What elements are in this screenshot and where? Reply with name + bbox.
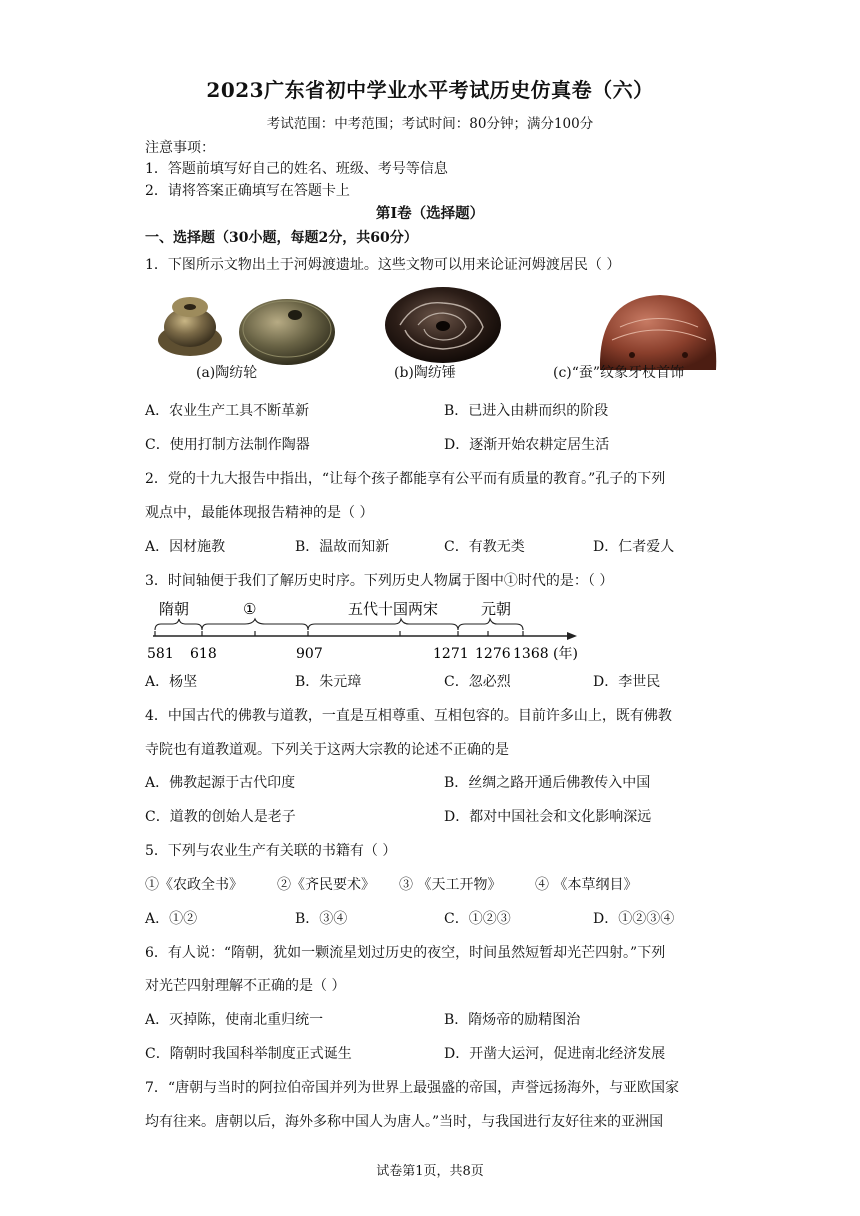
option-b: B．③④ (295, 911, 348, 927)
notes-heading: 注意事项： (145, 140, 215, 156)
book-item: ③ 《天工开物》 (399, 877, 502, 893)
timeline-year: 1276 (475, 646, 511, 662)
artifact-caption: (b)陶纺锤 (394, 365, 456, 381)
option-c: C．道教的创始人是老子 (145, 809, 296, 825)
option-a: A．灭掉陈，使南北重归统一 (145, 1012, 324, 1028)
artifact-caption: (c)“蚕”纹象牙杖首饰 (553, 365, 685, 381)
timeline-year-unit: (年) (553, 646, 578, 662)
part-title: 一、选择题（30小题，每题2分，共60分） (145, 230, 418, 246)
section-title: 第I卷（选择题） (375, 205, 485, 222)
note-item: 1．答题前填写好自己的姓名、班级、考号等信息 (145, 161, 448, 177)
option-d: D．都对中国社会和文化影响深远 (444, 809, 652, 825)
timeline-year: 1368 (513, 646, 549, 662)
question-1-stem: 1．下图所示文物出土于河姆渡遗址。这些文物可以用来论证河姆渡居民（ ） (145, 257, 621, 273)
book-item: ④ 《本草纲目》 (535, 877, 638, 893)
question-6-stem-cont: 对光芒四射理解不正确的是（ ） (145, 978, 346, 994)
option-b: B．已进入由耕而织的阶段 (444, 403, 609, 419)
page-footer: 试卷第1页，共8页 (376, 1164, 484, 1179)
option-b: B．朱元璋 (295, 674, 362, 690)
question-7-stem: 7．“唐朝与当时的阿拉伯帝国并列为世界上最强盛的帝国，声誉远扬海外，与亚欧国家 (145, 1080, 680, 1096)
timeline-year: 581 (147, 646, 174, 662)
question-4-stem: 4．中国古代的佛教与道教，一直是互相尊重、互相包容的。目前许多山上，既有佛教 (145, 708, 672, 724)
option-c: C．①②③ (444, 911, 511, 927)
question-3-stem: 3．时间轴便于我们了解历史时序。下列历史人物属于图中①时代的是：（ ） (145, 573, 614, 589)
spindle-whorl-small-image (158, 297, 222, 356)
timeline-year: 618 (190, 646, 217, 662)
option-d: D．仁者爱人 (593, 539, 675, 555)
book-item: ①《农政全书》 (145, 877, 243, 893)
question-6-stem: 6．有人说：“隋朝，犹如一颗流星划过历史的夜空，时间虽然短暂却光芒四射。”下列 (145, 945, 666, 961)
artifact-caption: (a)陶纺轮 (196, 365, 258, 381)
option-a: A．佛教起源于古代印度 (145, 775, 296, 791)
question-2-stem-cont: 观点中，最能体现报告精神的是（ ） (145, 505, 374, 521)
ivory-staff-head-image (600, 295, 716, 370)
question-2-stem: 2．党的十九大报告中指出，“让每个孩子都能享有公平而有质量的教育。”孔子的下列 (145, 471, 666, 487)
timeline-label: 隋朝 (159, 600, 190, 618)
exam-info: 考试范围：中考范围；考试时间：80分钟；满分100分 (266, 116, 594, 132)
timeline-year: 1271 (433, 646, 469, 662)
option-a: A．因材施教 (145, 539, 226, 555)
timeline-year: 907 (296, 646, 323, 662)
question-7-stem-cont: 均有往来。唐朝以后，海外多称中国人为唐人。”当时，与我国进行友好往来的亚洲国 (145, 1114, 664, 1130)
timeline-label: 五代十国两宋 (348, 600, 439, 618)
option-d: D．①②③④ (593, 911, 675, 927)
option-c: C．有教无类 (444, 539, 525, 555)
timeline-label: ① (243, 600, 257, 618)
option-a: A．杨坚 (145, 674, 198, 690)
option-d: D．李世民 (593, 674, 661, 690)
spindle-whorl-disc-image (239, 299, 335, 365)
timeline (145, 596, 585, 666)
option-b: B．丝绸之路开通后佛教传入中国 (444, 775, 651, 791)
option-d: D．开凿大运河，促进南北经济发展 (444, 1046, 666, 1062)
exam-title: 2023广东省初中学业水平考试历史仿真卷（六） (206, 78, 654, 102)
book-item: ②《齐民要术》 (277, 877, 375, 893)
note-item: 2．请将答案正确填写在答题卡上 (145, 183, 350, 199)
option-c: C．使用打制方法制作陶器 (145, 437, 310, 453)
timeline-label: 元朝 (481, 600, 512, 618)
option-a: A．农业生产工具不断革新 (145, 403, 310, 419)
option-b: B．隋炀帝的励精图治 (444, 1012, 581, 1028)
question-5-stem: 5．下列与农业生产有关联的书籍有（ ） (145, 843, 397, 859)
option-b: B．温故而知新 (295, 539, 390, 555)
option-c: C．忽必烈 (444, 674, 511, 690)
option-d: D．逐渐开始农耕定居生活 (444, 437, 610, 453)
spindle-weight-image (385, 287, 501, 363)
question-4-stem-cont: 寺院也有道教道观。下列关于这两大宗教的论述不正确的是 (145, 742, 509, 758)
option-a: A．①② (145, 911, 198, 927)
option-c: C．隋朝时我国科举制度正式诞生 (145, 1046, 352, 1062)
